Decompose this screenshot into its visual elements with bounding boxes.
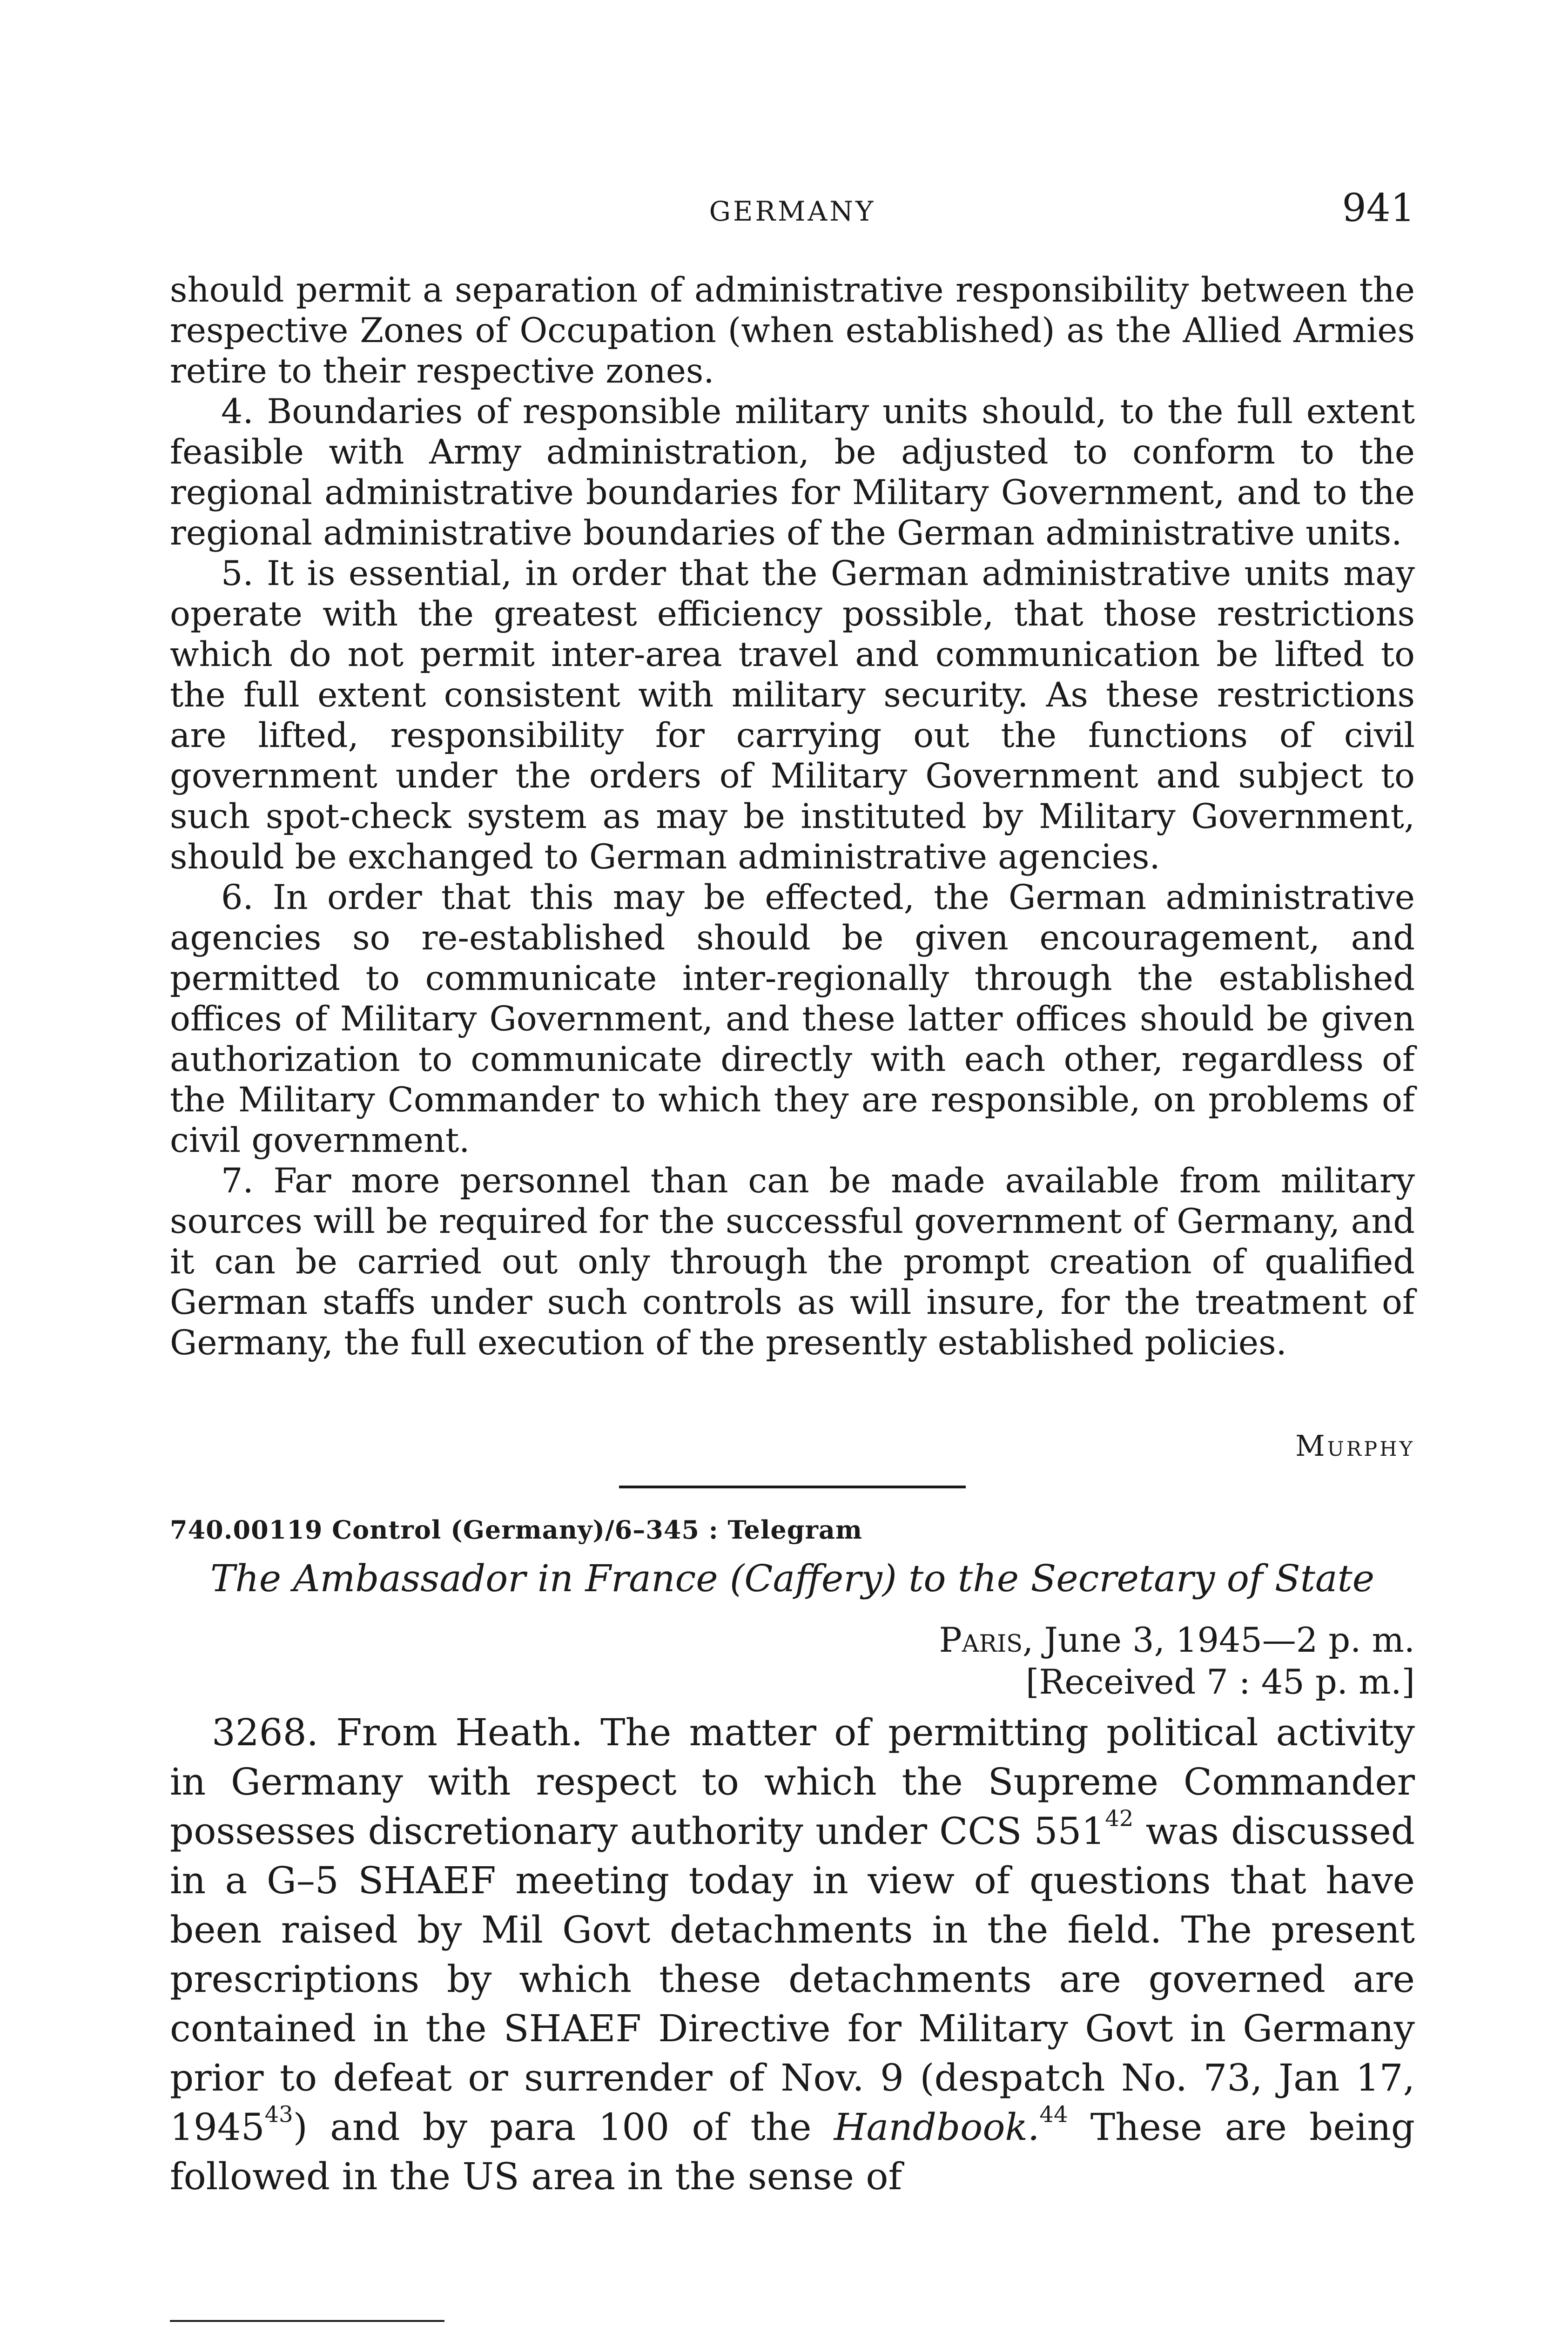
footnote-ref-42[interactable]: 42 — [1105, 1805, 1134, 1832]
footnote-divider — [170, 2320, 444, 2322]
telegram-text-4: These are being followed in the US area in the sense of — [170, 2105, 1415, 2198]
telegram-text-1: 3268. From Heath. The matter of permitting political activity in Germany with respect to which the Supreme Commander possesses discretionary authority under CCS 551 — [170, 1711, 1415, 1853]
telegram-body — [170, 1708, 1415, 2201]
date-line — [939, 1620, 1415, 1661]
paragraph-7: 7. Far more personnel than can be made available from military sources will be required for the successful government of Germany, and it can be carried out only through the prompt creation of qualified German staffs under such controls as will insure, for the treatment of Germany, the full execution of the presently established policies. — [170, 1161, 1415, 1363]
paragraph-continued: should permit a separation of administrative responsibility between the respective Zones of Occupation (when established) as the Allied Armies retire to their respective zones. — [170, 270, 1415, 391]
telegram-text-3: ) and by para 100 of the — [293, 2105, 834, 2149]
place: Paris — [939, 1621, 1023, 1660]
paragraph-4: 4. Boundaries of responsible military units should, to the full extent feasible with Army administration, be adjusted to conform to the regional administrative boundaries for Military Government, and to the regional administrative boundaries of the German administrative units. — [170, 392, 1415, 553]
paragraph-6: 6. In order that this may be effected, the German administrative agencies so re-established should be given encouragement, and permitted to communicate inter-regionally through the established offices of Military Government, and these latter offices should be given authorization to communicate directly with each other, regardless of the Military Commander to which they are responsible, on problems of civil government. — [170, 878, 1415, 1160]
date: , June 3, 1945—2 p. m. — [1023, 1621, 1415, 1660]
handbook-title: Handbook. — [834, 2105, 1040, 2149]
received-line: [Received 7 : 45 p. m.] — [1025, 1662, 1415, 1702]
footnote-ref-43[interactable]: 43 — [264, 2101, 293, 2128]
page-number: 941 — [1342, 186, 1415, 230]
file-reference: 740.00119 Control (Germany)/6–345 : Telegram — [170, 1515, 863, 1545]
signature-murphy: Murphy — [1295, 1429, 1415, 1463]
paragraph-5: 5. It is essential, in order that the German administrative units may operate with the greatest efficiency possible, that those restrictions which do not permit inter-area travel and communication be lifted to the full extent consistent with military security. As these restrictions are lifted, responsibility for carrying out the functions of civil government under the orders of Military Government and subject to such spot-check system as may be instituted by Military Government, should be exchanged to German administrative agencies. — [170, 554, 1415, 877]
continued-memorandum — [170, 270, 1415, 1363]
running-head — [170, 186, 1415, 237]
document-page — [170, 0, 1415, 2327]
dateline — [939, 1620, 1415, 1703]
footnote-ref-44[interactable]: 44 — [1039, 2101, 1068, 2128]
section-divider — [619, 1486, 966, 1488]
running-title: GERMANY — [709, 195, 876, 227]
document-heading: The Ambassador in France (Caffery) to the Secretary of State — [210, 1557, 1375, 1600]
telegram-text-2: was discussed in a G–5 SHAEF meeting today in view of questions that have been raised by Mil Govt detachments in the field. The present prescriptions by which these detachments are governed are contained in the SHAEF Directive for Military Govt in Germany prior to defeat or surrender of Nov. 9 (despatch No. 73, Jan 17, 1945 — [170, 1809, 1415, 2149]
